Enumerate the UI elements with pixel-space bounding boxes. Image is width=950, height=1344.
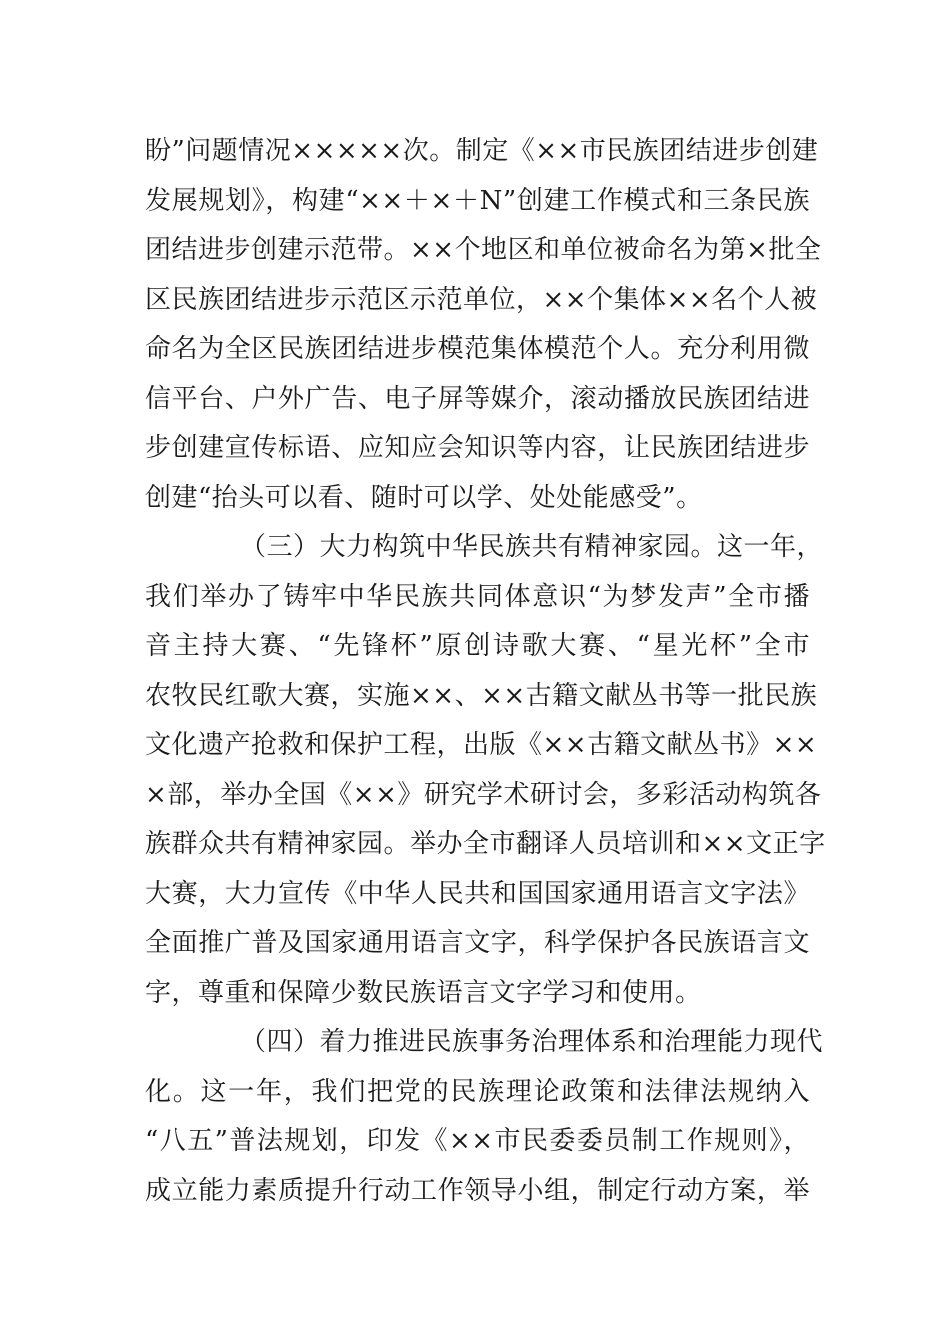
section-heading-line: （四）着力推进民族事务治理体系和治理能力现代 xyxy=(240,1027,824,1057)
text-line: 全面推广普及国家通用语言文字，科学保护各民族语言文 xyxy=(145,928,810,958)
text-line: 成立能力素质提升行动工作领导小组，制定行动方案，举 xyxy=(145,1175,810,1206)
section-heading-line: （三）大力构筑中华民族共有精神家园。这一年， xyxy=(240,532,824,562)
text-line: 农牧民红歌大赛，实施××、××古籍文献丛书等一批民族 xyxy=(145,680,818,711)
text-line: 大赛，大力宣传《中华人民共和国国家通用语言文字法》 xyxy=(145,878,810,909)
text-line: ×部，举办全国《××》研究学术研讨会，多彩活动构筑各 xyxy=(145,779,822,810)
text-line: 创建“抬头可以看、随时可以学、处处能感受”。 xyxy=(145,482,703,513)
text-line: 字，尊重和保障少数民族语言文字学习和使用。 xyxy=(145,977,702,1008)
text-line: 信平台、户外广告、电子屏等媒介，滚动播放民族团结进 xyxy=(145,383,810,414)
text-line: 发展规划》，构建“××＋×＋N”创建工作模式和三条民族 xyxy=(145,185,810,216)
document-body xyxy=(145,127,826,1216)
text-line: “八五”普法规划，印发《××市民委委员制工作规则》， xyxy=(145,1126,810,1156)
text-line: 步创建宣传标语、应知应会知识等内容，让民族团结进步 xyxy=(145,433,810,463)
text-line: 盼”问题情况×××××次。制定《××市民族团结进步创建 xyxy=(145,136,819,166)
text-line: 团结进步创建示范带。××个地区和单位被命名为第×批全 xyxy=(145,235,822,265)
text-line: 族群众共有精神家园。举办全市翻译人员培训和××文正字 xyxy=(145,829,826,859)
text-line: 区民族团结进步示范区示范单位，××个集体××名个人被 xyxy=(145,284,818,315)
text-line: 文化遗产抢救和保护工程，出版《××古籍文献丛书》×× xyxy=(145,730,818,760)
text-line: 我们举办了铸牢中华民族共同体意识“为梦发声”全市播 xyxy=(145,581,810,612)
text-line: 音主持大赛、“先锋杯”原创诗歌大赛、“星光杯”全市 xyxy=(145,631,810,661)
text-line: 命名为全区民族团结进步模范集体模范个人。充分利用微 xyxy=(145,334,810,364)
text-line: 化。这一年，我们把党的民族理论政策和法律法规纳入 xyxy=(145,1076,810,1107)
